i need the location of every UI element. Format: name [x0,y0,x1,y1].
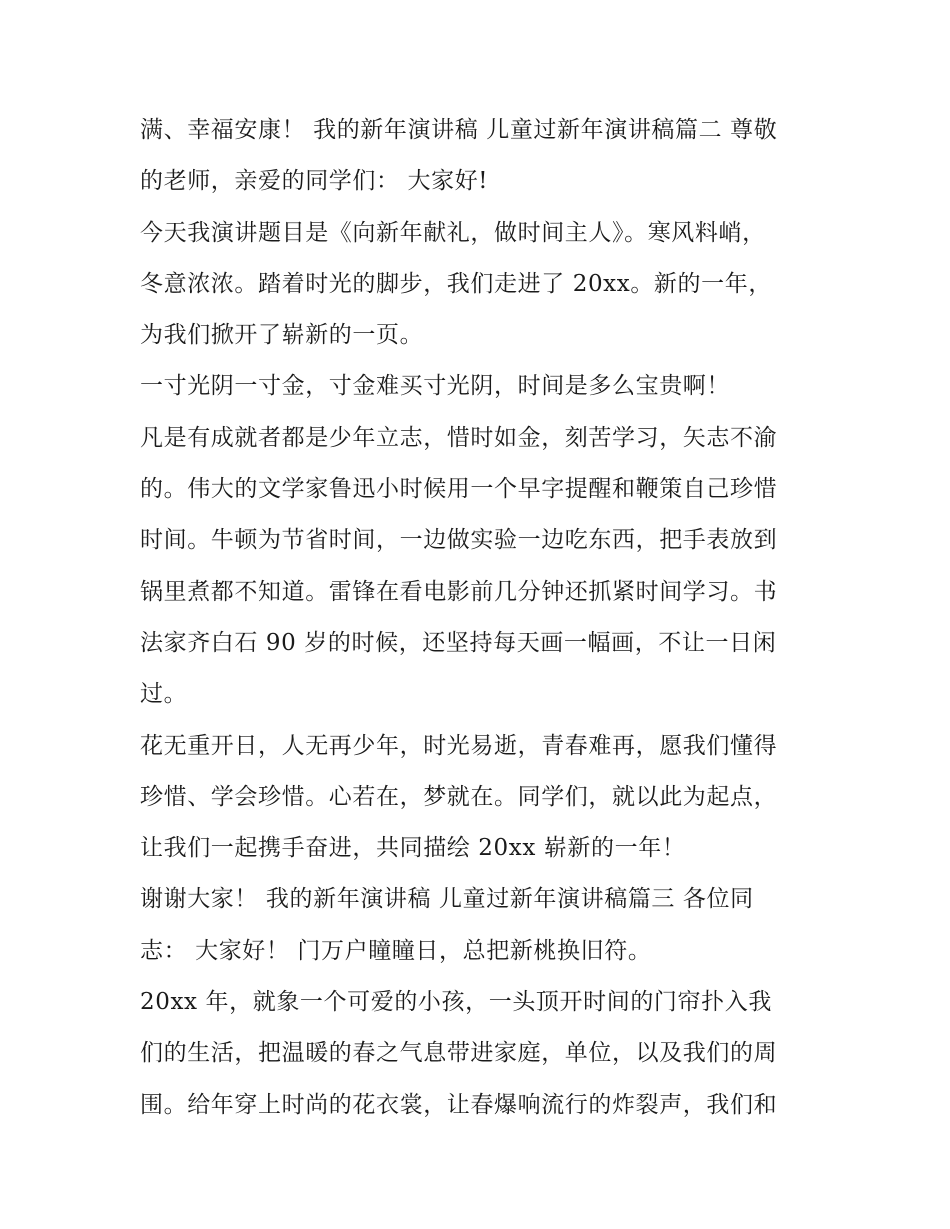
text-line: 过。 [140,681,188,708]
text-line: 的。伟大的文学家鲁迅小时候用一个早字提醒和鞭策自己珍惜 [140,476,778,503]
document-body [140,105,820,1131]
text-line: 满、幸福安康！ 我的新年演讲稿 儿童过新年演讲稿篇二 尊敬 [140,117,778,143]
text-line: 们的生活，把温暖的春之气息带进家庭，单位，以及我们的周 [140,1040,778,1067]
text-line: 的老师，亲爱的同学们： 大家好! [140,168,489,195]
text-line: 冬意浓浓。踏着时光的脚步，我们走进了 20xx。新的一年， [140,270,772,297]
text-line: 凡是有成就者都是少年立志，惜时如金，刻苦学习，矢志不渝 [140,424,778,451]
text-line: 谢谢大家！ 我的新年演讲稿 儿童过新年演讲稿篇三 各位同 [140,886,754,913]
text-line: 珍惜、学会珍惜。心若在，梦就在。同学们，就以此为起点， [140,783,778,810]
text-line: 围。给年穿上时尚的花衣裳，让春爆响流行的炸裂声，我们和 [140,1091,778,1118]
text-line: 20xx 年，就象一个可爱的小孩，一头顶开时间的门帘扑入我 [140,989,772,1016]
text-line: 今天我演讲题目是《向新年献礼，做时间主人》。寒风料峭， [140,219,766,246]
text-line: 时间。牛顿为节省时间，一边做实验一边吃东西，把手表放到 [140,527,778,554]
text-line: 一寸光阴一寸金，寸金难买寸光阴，时间是多么宝贵啊！ [140,373,730,400]
text-line: 志： 大家好！ 门万户瞳瞳日，总把新桃换旧符。 [140,937,652,964]
text-line: 法家齐白石 90 岁的时候，还坚持每天画一幅画，不让一日闲 [140,629,777,656]
text-line: 锅里煮都不知道。雷锋在看电影前几分钟还抓紧时间学习。书 [140,578,778,605]
text-line: 让我们一起携手奋进，共同描绘 20xx 崭新的一年！ [140,835,686,862]
text-line: 为我们掀开了崭新的一页。 [140,322,424,349]
text-line: 花无重开日，人无再少年，时光易逝，青春难再，愿我们懂得 [140,732,778,759]
